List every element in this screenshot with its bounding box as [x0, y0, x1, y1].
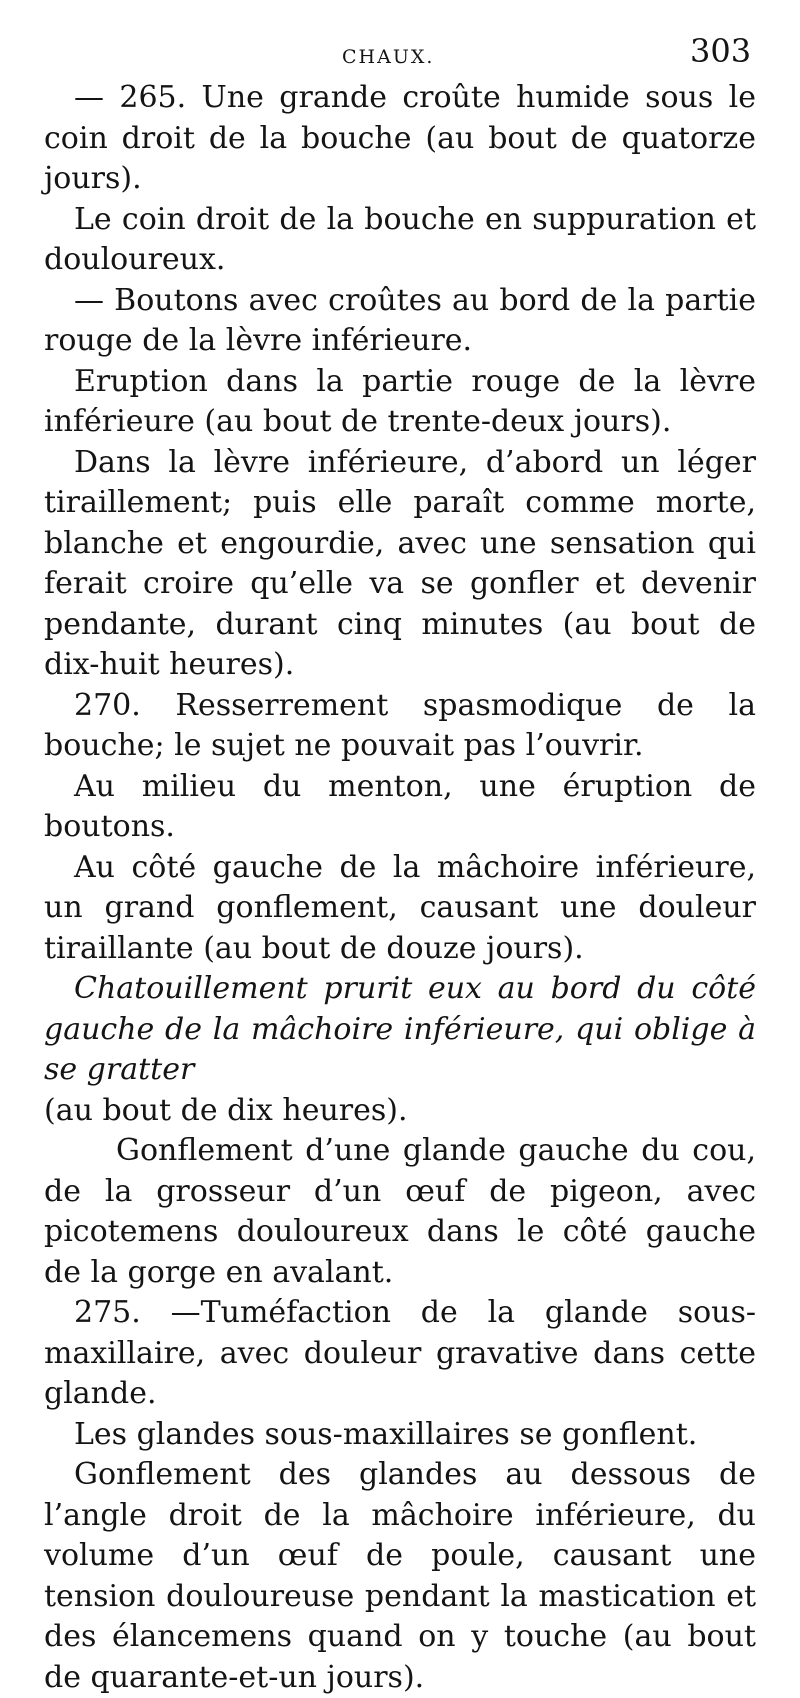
- paragraph: — 265. Une grande croûte humide sous le coin droit de la bouche (au bout de quatorze jours).: [44, 80, 756, 196]
- paragraph: Le coin droit de la bouche en suppuration et douloureux.: [44, 201, 756, 277]
- paragraph: Gonflement des glandes au dessous de l’angle droit de la mâchoire inférieure, du volume d’un œuf de poule, causant une tension douloureuse pendant la mastication et des élancemens quand on y touche (au bout de quarante-et-un jours).: [44, 1457, 756, 1695]
- paragraph: Gonflement d’une glande gauche du cou, de la grosseur d’un œuf de pigeon, avec picotemens douloureux dans le côté gauche de la gorge en avalant.: [44, 1133, 756, 1290]
- paragraph: — Boutons avec croûtes au bord de la partie rouge de la lèvre inférieure.: [44, 282, 756, 358]
- paragraph: Au côté gauche de la mâchoire inférieure, un grand gonflement, causant une douleur tiraillante (au bout de douze jours).: [44, 849, 756, 966]
- paragraph: 270. Resserrement spasmodique de la bouche; le sujet ne pouvait pas l’ouvrir.: [44, 687, 756, 763]
- page-number: 303: [690, 32, 752, 70]
- paragraph-italic: Chatouillement prurit eux au bord du côté gauche de la mâchoire inférieure, qui oblige à se gratter: [44, 971, 756, 1087]
- body-text: [44, 78, 756, 1698]
- paragraph: Les glandes sous-maxillaires se gonflent.: [74, 1416, 698, 1452]
- paragraph: Au milieu du menton, une éruption de boutons.: [44, 768, 756, 844]
- paragraph: Dans la lèvre inférieure, d’abord un léger tiraillement; puis elle paraît comme morte, blanche et engourdie, avec une sensation qui ferait croire qu’elle va se gonfler et devenir pendante, durant cinq minutes (au bout de dix-huit heures).: [44, 444, 756, 682]
- paragraph: Eruption dans la partie rouge de la lèvre inférieure (au bout de trente-deux jours).: [44, 363, 756, 439]
- paragraph: (au bout de dix heures).: [44, 1092, 408, 1128]
- paragraph: 275. —Tuméfaction de la glande sous-maxillaire, avec douleur gravative dans cette glande.: [44, 1295, 756, 1411]
- running-head: CHAUX.: [342, 46, 435, 68]
- page-header: [0, 28, 800, 76]
